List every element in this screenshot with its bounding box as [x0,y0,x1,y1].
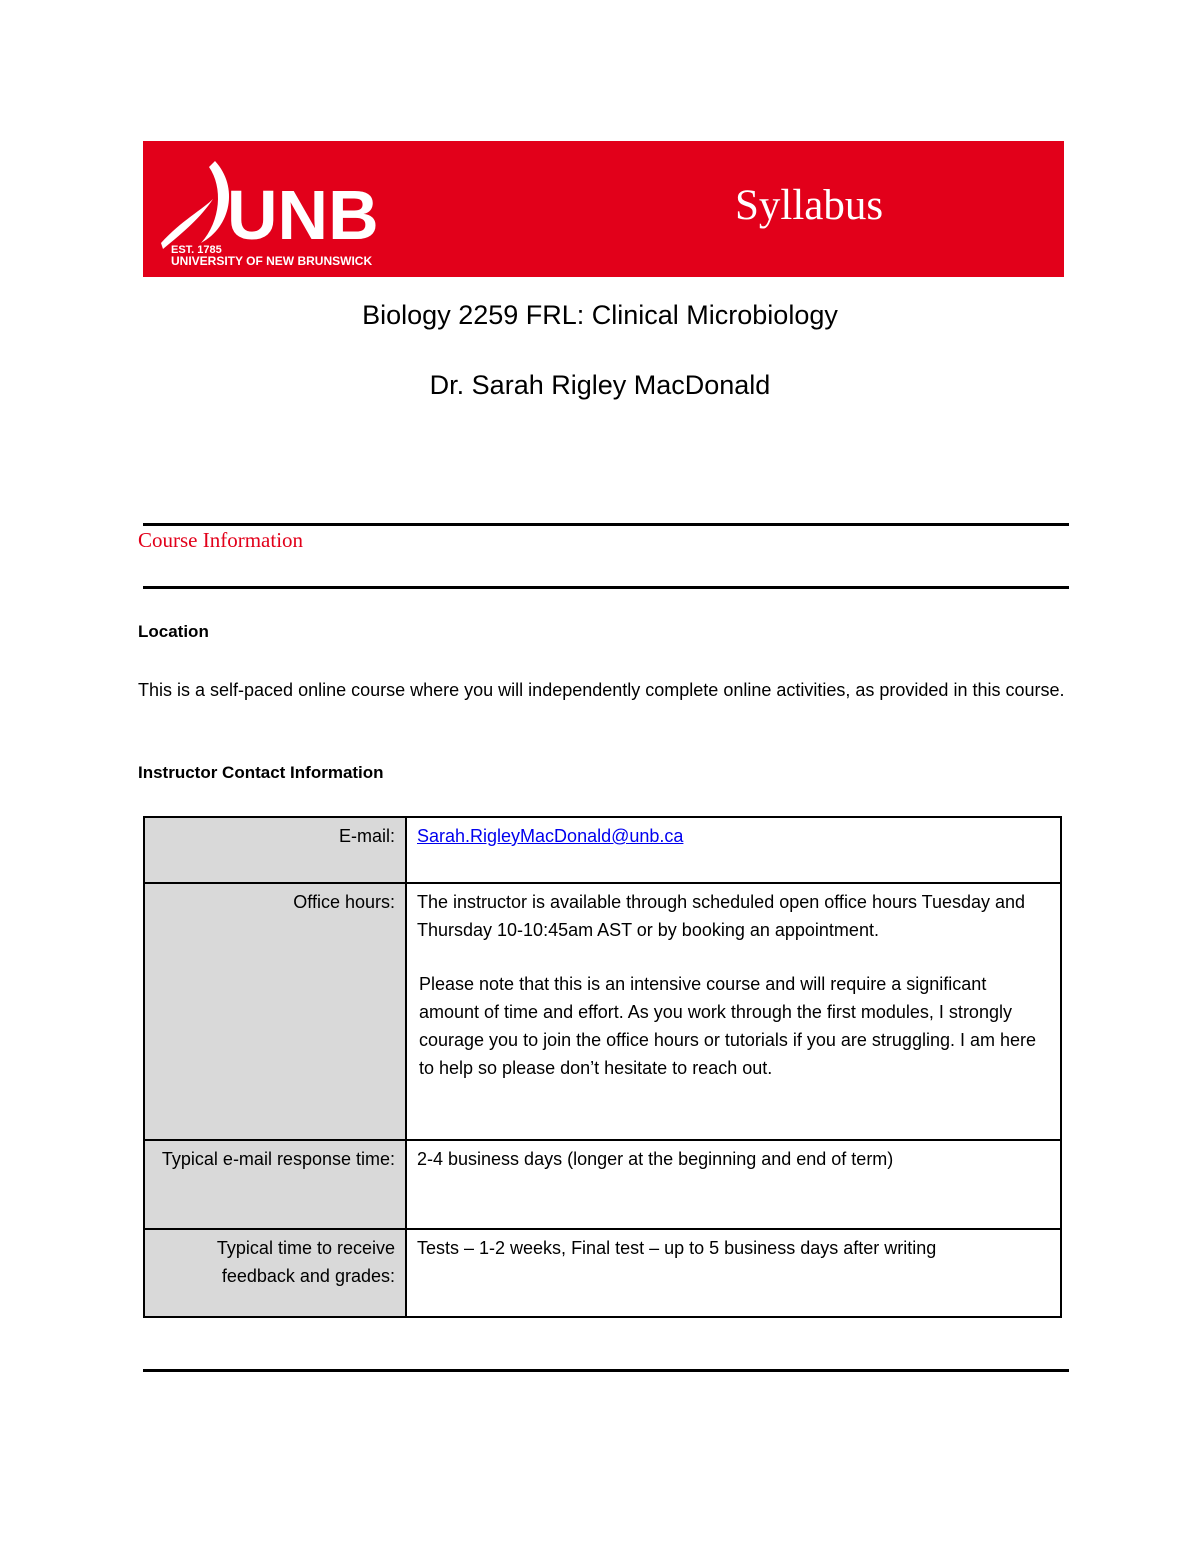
table-row [144,817,1061,883]
logo-university: UNIVERSITY OF NEW BRUNSWICK [171,254,373,267]
sail-icon [201,161,229,243]
divider-middle [143,586,1069,589]
logo-wordmark: UNB [227,176,379,254]
section-heading: Course Information [138,528,304,552]
logo-est: EST. 1785 [171,244,222,256]
office-hours-text: The instructor is available through scheduled open office hours Tuesday and Thursday 10-10:45am AST or by booking an appointment. [417,892,1026,940]
contact-heading: Instructor Contact Information [138,763,384,782]
response-time-label: Typical e-mail response time: [144,1140,406,1229]
divider-bottom [143,1369,1069,1372]
location-heading: Location [138,622,209,641]
header-banner [143,141,1064,277]
feedback-time-label: Typical time to receive feedback and grades: [144,1229,406,1317]
table-row [144,1229,1061,1317]
sail-swoosh [161,199,213,249]
location-text: This is a self-paced online course where you will independently complete online activities, as provided in this course. [138,680,1065,700]
course-title: Biology 2259 FRL: Clinical Microbiology [362,300,838,330]
office-hours-cell [406,883,1061,1140]
table-row [144,1140,1061,1229]
divider-top [143,523,1069,526]
email-cell [406,817,1061,883]
instructor-name: Dr. Sarah Rigley MacDonald [429,370,771,400]
email-link[interactable]: Sarah.RigleyMacDonald@unb.ca [417,826,684,846]
page-title: Syllabus [735,182,884,229]
table-row [144,883,1061,1140]
response-time-value: 2-4 business days (longer at the beginning and end of term) [406,1140,1061,1229]
office-hours-label: Office hours: [144,883,406,1140]
feedback-time-value: Tests – 1-2 weeks, Final test – up to 5 business days after writing [406,1229,1061,1317]
unb-logo [157,157,427,267]
email-label: E-mail: [144,817,406,883]
office-hours-note: Please note that this is an intensive course and will require a significant amount of time and effort. As you work through the first modules, I strongly courage you to join the office hours or tutorials if you are struggling. I am here to help so please don’t hesitate to reach out. [419,974,1037,1078]
contact-table [143,816,1062,1318]
